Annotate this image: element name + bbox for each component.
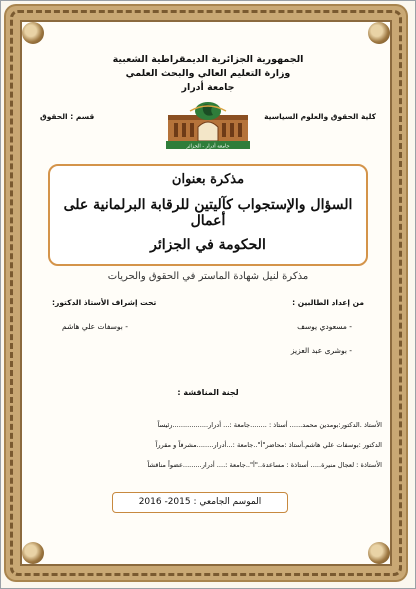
title-prefix: مذكرة بعنوان [171,172,245,187]
committee-member: الأستاذ .الدكتور:بومدين محمد...... أستاذ : ........جامعة :... أدرار.................رئيساً [157,421,382,429]
committee-label: لجنة المناقشة : [177,388,239,397]
university-name: جامعة أدرار [181,82,235,93]
degree-subtitle: مذكرة لنيل شهادة الماستر في الحقوق والحريات [107,271,309,282]
ministry-name: وزارة التعليم العالي والبحث العلمي [125,68,291,79]
university-logo-icon [160,99,256,151]
thesis-title-line1: السؤال والإستجواب كآليتين للرقابة البرلمانية على أعمال [63,197,353,229]
student-name: - مسعودي يوسف [297,322,352,331]
supervisor-name: - بوسفات علي هاشم [62,322,128,331]
logo-caption: جامعة أدرار - الجزائر [186,143,230,150]
thesis-title-line2: الحكومة في الجزائر [150,237,266,253]
committee-member: الأستاذة : لعجال منيرة..... أستاذة : مساعدة.."أ"..جامعة :.... أدرار.........عضواً مناقشاً [147,461,382,469]
academic-season: الموسم الجامعي : 2015- 2016 [112,492,288,513]
republic-name: الجمهورية الجزائرية الديمقراطية الشعبية [112,54,304,65]
title-box [48,164,368,266]
college-name: كلية الحقوق والعلوم السياسية [264,112,376,121]
scroll-curl-ornament [22,542,44,564]
scroll-curl-ornament [22,22,44,44]
supervisor-label: تحت إشراف الأستاذ الدكتور: [52,298,157,307]
department-name: قسم : الحقوق [40,112,95,121]
students-label: من إعداد الطالبين : [292,298,364,307]
student-name: - بوشرى عبد العزيز [290,346,352,355]
scroll-curl-ornament [368,22,390,44]
scroll-curl-ornament [368,542,390,564]
committee-member: الدكتور :بوسفات علي هاشم.أستاذ :محاضر"أ"..جامعة :...أدرار........مشرفاً و مقرراً [155,441,382,449]
